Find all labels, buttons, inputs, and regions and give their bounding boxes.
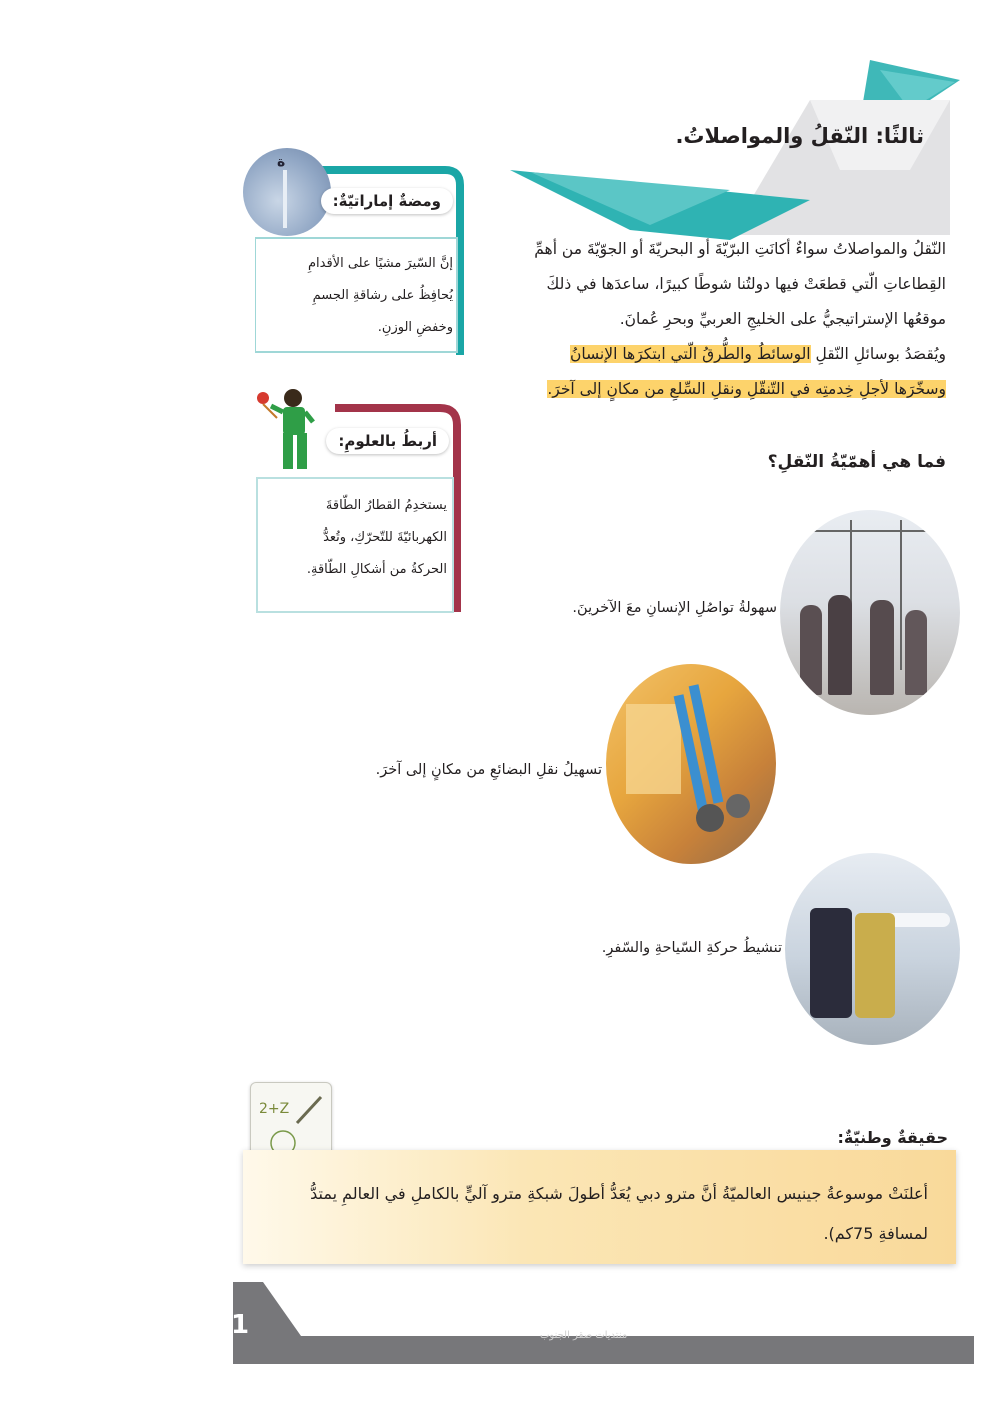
link-to-science-text <box>267 490 447 586</box>
emirati-flash-label: ومضةٌ إماراتيّةٌ: <box>321 188 453 214</box>
benefit-caption-tourism: تنشيطُ حركةِ السّياحةِ والسّفرِ. <box>601 940 782 956</box>
pole-photo-icon <box>243 148 331 236</box>
intro-line: موقعُها الإستراتيجيُّ على الخليجِ العربيِّ وبحرِ عُمانَ. <box>619 310 946 328</box>
section-header-banner <box>430 60 960 260</box>
box-line: إنَّ السّيرَ مشيًا على الأقدامِ <box>307 256 453 271</box>
benefit-caption-goods: تسهيلُ نقلِ البضائعِ من مكانٍ إلى آخرَ. <box>375 762 602 778</box>
benefit-caption-communication: سهولةُ تواصُلِ الإنسانِ معَ الآخرينَ. <box>572 600 777 616</box>
question-heading: فما هي أهمّيّةُ النّقلِ؟ <box>767 452 946 472</box>
intro-line: النّقلُ والمواصلاتُ سواءٌ أكانَتِ البرّيّةَ أو البحريّةَ أو الجوّيّةَ من أهمِّ <box>534 240 946 258</box>
link-to-science-label: أربطُ بالعلومِ: <box>326 428 449 454</box>
window-frame <box>810 530 950 532</box>
intro-line <box>476 337 946 372</box>
box-line: يستخدِمُ القطارُ الطّاقةَ <box>325 498 447 513</box>
character-icon <box>247 378 337 478</box>
fact-title: حقيقةٌ وطنيّةٌ: <box>837 1128 948 1147</box>
box-line: الكهربائيّةَ للتّحرّكِ، وتُعدُّ <box>323 530 447 545</box>
highlighted-definition: الوسائطُ والطُّرقُ الّتي ابتكرَها الإنسانُ <box>570 345 811 363</box>
watermark: منتديات صقر الجنوب <box>540 1330 628 1341</box>
emirati-flash-text <box>267 248 453 344</box>
person-silhouette <box>870 600 894 695</box>
person-silhouette <box>905 610 927 695</box>
wheel-icon <box>726 794 750 818</box>
page-number: 1 <box>231 1310 250 1340</box>
person-silhouette <box>828 595 852 695</box>
box-stack <box>626 704 681 794</box>
intro-line: القِطاعاتِ الّتي قطعَتْ فيها دولتُنا شوطًا كبيرًا، ساعدَها في ذلكَ <box>546 275 946 293</box>
window-frame <box>900 520 902 670</box>
intro-paragraph <box>476 232 946 407</box>
pole-letter: ة <box>277 154 286 170</box>
person-silhouette <box>800 605 822 695</box>
link-to-science-box <box>255 400 465 615</box>
highlighted-definition: وسخّرَها لأجلِ خِدمتِه في التّنقّلِ ونقلِ السِّلعِ من مكانٍ إلى آخرَ. <box>547 380 946 398</box>
fact-line: لمسافةِ 75كم). <box>823 1224 928 1243</box>
box-line: وخفضِ الوزنِ. <box>377 320 453 335</box>
fact-box <box>243 1150 956 1264</box>
box-line: الحركةُ من أشكالِ الطّاقةِ. <box>306 562 447 577</box>
suitcase-icon <box>855 913 895 1018</box>
luggage-airport-photo <box>785 853 960 1045</box>
pole-icon <box>283 170 287 228</box>
fact-line: أعلنَتْ موسوعةُ جينيس العالميّةُ أنَّ مترو دبي يُعَدُّ أطولَ شبكةِ مترو آليٍّ بالكاملِ في العالمِ يمتدُّ <box>310 1184 928 1203</box>
fact-text <box>248 1174 928 1254</box>
intro-text: ويُقصَدُ بوسائلِ النّقلِ <box>810 345 946 363</box>
emirati-flash-box <box>255 154 465 360</box>
people-meeting-photo <box>780 510 960 715</box>
intro-line <box>476 372 946 407</box>
hand-truck-photo <box>606 664 776 864</box>
wheel-icon <box>696 804 724 832</box>
suitcase-icon <box>810 908 852 1018</box>
section-title: ثالثًا: النّقلُ والمواصلاتُ. <box>675 124 924 148</box>
sketch-text: 2+Z <box>259 1101 290 1117</box>
box-line: يُحافِظُ على رشاقةِ الجسمِ <box>312 288 453 303</box>
